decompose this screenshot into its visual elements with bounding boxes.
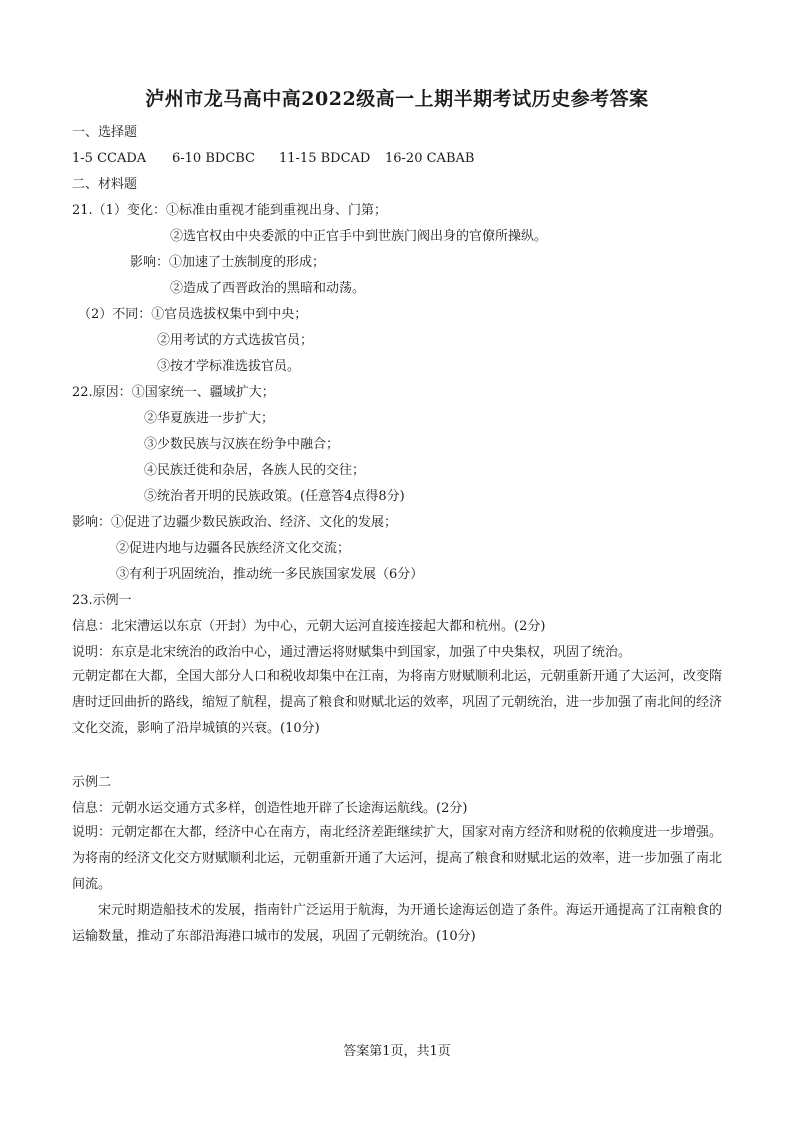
section-heading-choice: 一、选择题 <box>72 125 138 140</box>
q22-impact-3: ③有利于巩固统治，推动统一多民族国家发展（6分） <box>116 567 424 582</box>
choice-answer-11-15: 11-15 BDCAD <box>279 151 371 166</box>
page-footer: 答案第1页，共1页 <box>343 1044 451 1059</box>
choice-answer-1-5: 1-5 CCADA <box>72 151 147 166</box>
q21-diff-2: ②用考试的方式选拔官员； <box>157 333 314 348</box>
q21-diff-3: ③按才学标准选拔官员。 <box>157 359 301 374</box>
q22-reason-3: ③少数民族与汉族在纷争中融合； <box>144 437 340 452</box>
q21-impact-row <box>130 254 325 272</box>
choice-answer-16-20: 16-20 CABAB <box>385 151 475 166</box>
q21-impact-label: 影响： <box>130 255 170 270</box>
q21-change-2: ②选官权由中央委派的中正官手中到世族门阀出身的官僚所操纵。 <box>170 229 548 244</box>
page-title: 泸州市龙马高中高2022级高一上期半期考试历史参考答案 <box>145 88 649 110</box>
q22-impact-label: 影响： <box>72 515 112 530</box>
q22-reason-5: ⑤统治者开明的民族政策。(任意答4点得8分) <box>144 489 405 504</box>
q23-ex1-explain: 说明：东京是北宋统治的政治中心，通过漕运将财赋集中到国家，加强了中央集权，巩固了统治。 <box>72 645 632 660</box>
q22-reason-label: 22.原因： <box>72 385 132 400</box>
q21-part1-row <box>72 202 387 220</box>
q23-ex2-explain: 说明：元朝定都在大都，经济中心在南方，南北经济差距继续扩大，国家对南方经济和财税的依赖度进一步增强。为将南的经济文化交方财赋顺利北运，元朝重新开通了大运河，提高了粮食和财赋北运的效率，进一步加强了南北间流。 <box>72 825 723 892</box>
choice-answers-row <box>72 150 474 168</box>
q21-change-1: ①标准由重视才能到重视出身、门第； <box>165 203 387 218</box>
q21-part2-label: （2）不同： <box>78 307 152 322</box>
section-heading-material: 二、材料题 <box>72 177 138 192</box>
q23-ex1-info: 信息：北宋漕运以东京（开封）为中心，元朝大运河直接连接起大都和杭州。(2分) <box>72 619 546 634</box>
q23-example2-label: 示例二 <box>72 775 112 790</box>
q22-reason-2: ②华夏族进一步扩大； <box>144 411 275 426</box>
q21-part1-label: 21.（1）变化： <box>72 203 166 218</box>
q21-impact-1: ①加速了士族制度的形成； <box>169 255 326 270</box>
q22-reason-4: ④民族迁徙和杂居，各族人民的交往； <box>144 463 366 478</box>
q23-ex1-paragraph: 元朝定都在大都，全国大部分人口和税收却集中在江南，为将南方财赋顺利北运，元朝重新开通了大运河，改变隋唐时迂回曲折的路线，缩短了航程，提高了粮食和财赋北运的效率，巩固了元朝统治，进一步加强了南北间的经济文化交流，影响了沿岸城镇的兴衰。(10分) <box>72 669 723 736</box>
q21-part2-row <box>78 306 307 324</box>
q21-impact-2: ②造成了西晋政治的黑暗和动荡。 <box>170 281 366 296</box>
q23-ex2-paragraph: 宋元时期造船技术的发展，指南针广泛运用于航海，为开通长途海运创造了条件。海运开通提高了江南粮食的运输数量，推动了东部沿海港口城市的发展，巩固了元朝统治。(10分) <box>72 903 723 944</box>
q22-impact-row <box>72 514 397 532</box>
q22-reason-1: ①国家统一、疆域扩大； <box>131 385 275 400</box>
q21-diff-1: ①官员选拔权集中到中央； <box>151 307 308 322</box>
q23-example1-label: 23.示例一 <box>72 593 132 608</box>
choice-answer-6-10: 6-10 BDCBC <box>172 151 256 166</box>
q23-ex2-info: 信息：元朝水运交通方式多样，创造性地开辟了长途海运航线。(2分) <box>72 801 468 816</box>
q22-impact-1: ①促进了边疆少数民族政治、经济、文化的发展； <box>111 515 398 530</box>
q22-reason-row <box>72 384 275 402</box>
q22-impact-2: ②促进内地与边疆各民族经济文化交流； <box>116 541 351 556</box>
